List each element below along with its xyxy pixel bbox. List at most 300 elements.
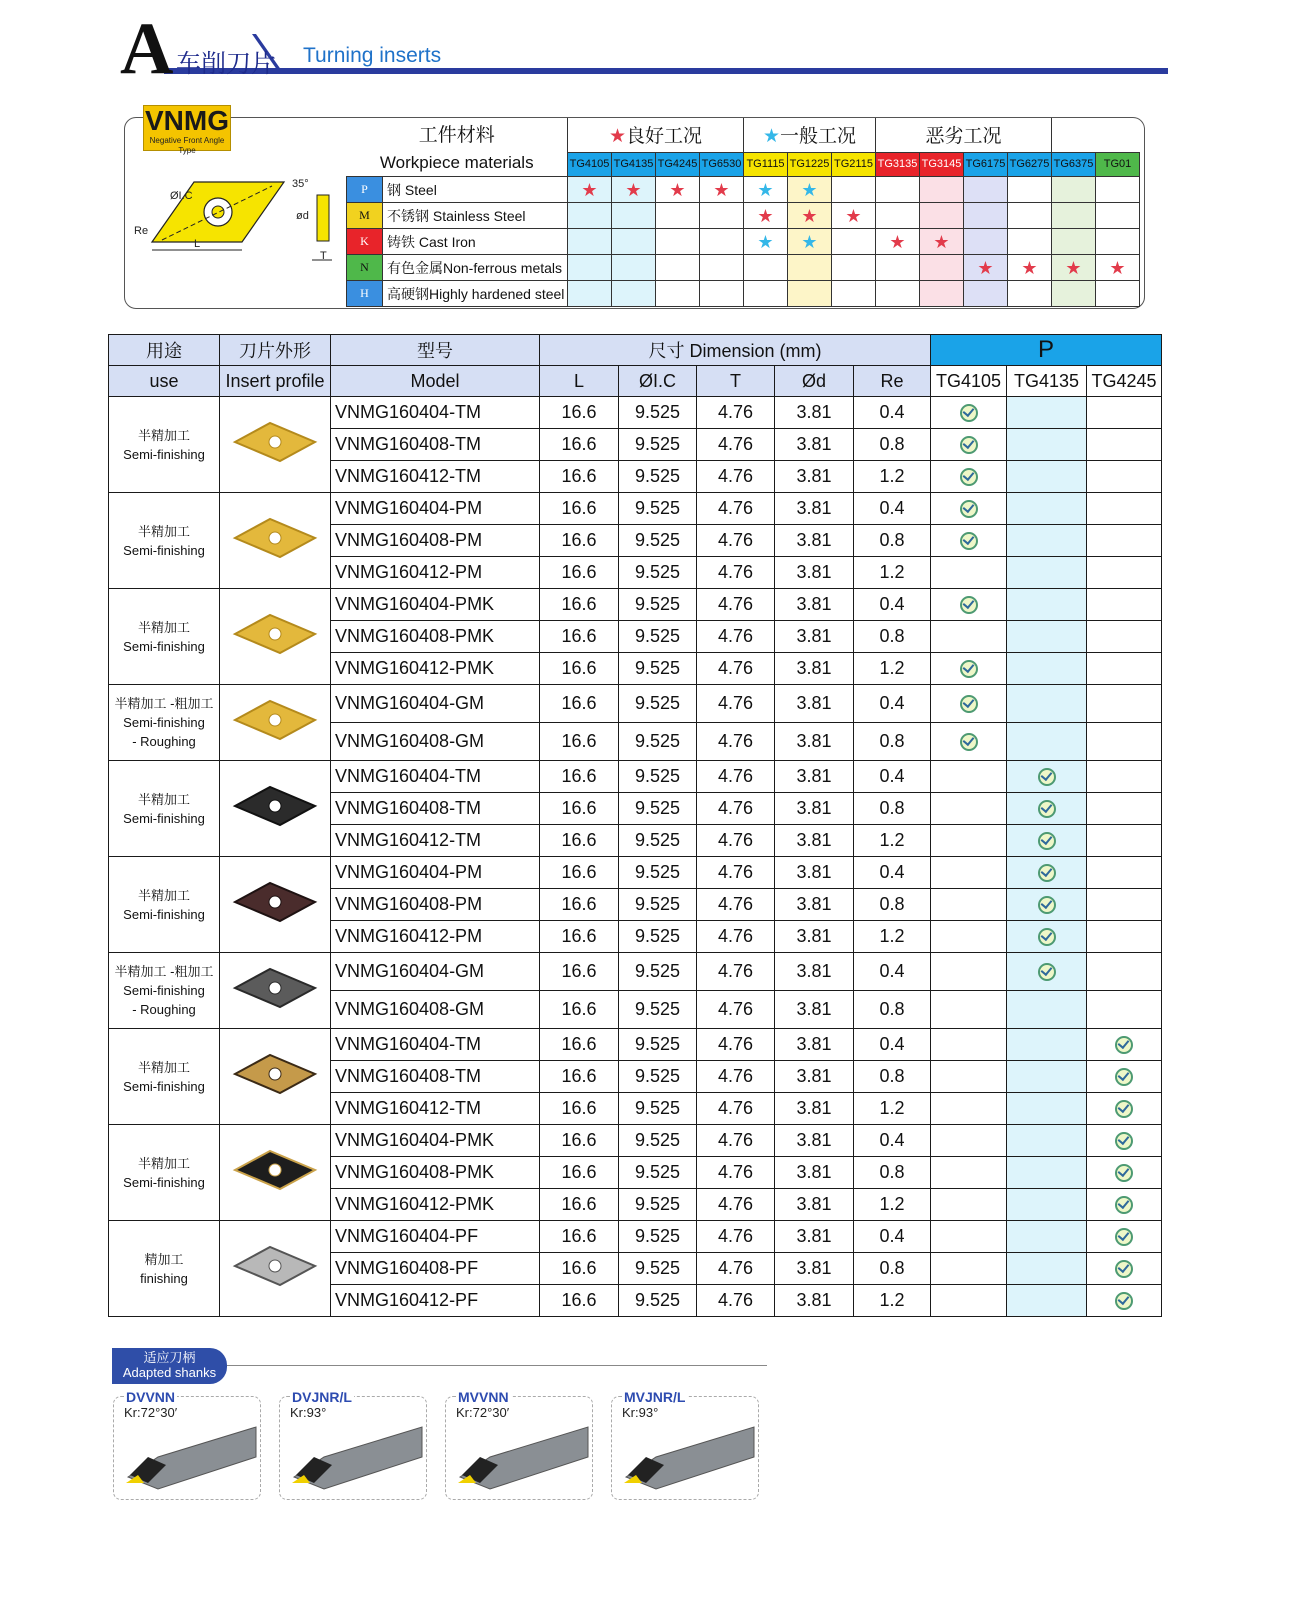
grade-availability-cell	[1007, 921, 1087, 953]
grade-cell	[612, 255, 656, 281]
cyan-star-icon: ★	[801, 231, 818, 252]
grade-availability-cell	[1007, 825, 1087, 857]
general-label: 一般工况	[780, 126, 857, 148]
red-star-icon: ★	[625, 179, 642, 200]
grade-cell	[612, 203, 656, 229]
table-row	[109, 685, 1162, 723]
grade-availability-cell	[931, 397, 1007, 429]
check-icon	[960, 404, 978, 422]
d-cell: 3.81	[775, 1157, 854, 1189]
l-cell: 16.6	[540, 1093, 619, 1125]
check-icon	[960, 500, 978, 518]
grade-availability-cell	[1007, 953, 1087, 991]
red-star-icon: ★	[669, 179, 686, 200]
red-star-icon: ★	[608, 126, 627, 148]
insert-image	[230, 609, 320, 659]
ic-cell: 9.525	[619, 1253, 697, 1285]
use-en: Semi-finishing	[123, 1174, 205, 1190]
d-cell: 3.81	[775, 1093, 854, 1125]
d-cell: 3.81	[775, 1061, 854, 1093]
material-code: N	[347, 255, 383, 281]
grade-cell	[1008, 255, 1052, 281]
t-cell: 4.76	[697, 1221, 775, 1253]
l-cell: 16.6	[540, 825, 619, 857]
grade-cell	[656, 229, 700, 255]
check-icon	[1038, 928, 1056, 946]
model-cell: VNMG160412-TM	[331, 825, 540, 857]
l-cell: 16.6	[540, 461, 619, 493]
t-cell: 4.76	[697, 685, 775, 723]
use-cn: 半精加工	[137, 523, 190, 539]
use-cell	[109, 1125, 220, 1221]
use-en: Semi-finishing	[123, 638, 205, 654]
grade-availability-cell	[1007, 723, 1087, 761]
d-cell: 3.81	[775, 991, 854, 1029]
re-cell: 0.8	[854, 1157, 931, 1189]
t-cell: 4.76	[697, 525, 775, 557]
grade-availability-cell	[1007, 1253, 1087, 1285]
shank-image	[450, 1417, 590, 1497]
l-cell: 16.6	[540, 1125, 619, 1157]
check-icon	[1038, 896, 1056, 914]
dim-header: Re	[854, 366, 931, 397]
grade-availability-cell	[1087, 525, 1162, 557]
grade-availability-cell	[1007, 557, 1087, 589]
use-en: Semi-finishing	[123, 983, 205, 998]
ic-cell: 9.525	[619, 557, 697, 589]
shank-card	[113, 1389, 261, 1500]
grade-availability-cell	[931, 889, 1007, 921]
use-cn: 精加工	[144, 1251, 184, 1267]
t-cell: 4.76	[697, 991, 775, 1029]
grade-availability-cell	[931, 1189, 1007, 1221]
table-row	[109, 1125, 1162, 1157]
grade-availability-cell	[1087, 1157, 1162, 1189]
l-cell: 16.6	[540, 793, 619, 825]
shank-name: DVJNR/L	[292, 1389, 352, 1405]
grade-availability-cell	[1007, 1157, 1087, 1189]
insert-hole	[269, 714, 281, 726]
l-cell: 16.6	[540, 1029, 619, 1061]
insert-hole	[269, 628, 281, 640]
ic-cell: 9.525	[619, 921, 697, 953]
use-cn: 半精加工 -粗加工	[114, 964, 214, 979]
insert-image	[230, 1241, 320, 1291]
check-icon	[1115, 1196, 1133, 1214]
grade-availability-cell	[931, 1285, 1007, 1317]
shank-kr: Kr:72°30′	[456, 1405, 510, 1420]
ic-cell: 9.525	[619, 991, 697, 1029]
grade-cell	[788, 255, 832, 281]
grade-availability-cell	[1087, 761, 1162, 793]
grade-code: TG6530	[700, 152, 744, 176]
grade-cell	[964, 229, 1008, 255]
material-name: 高硬钢Highly hardened steel	[383, 281, 568, 307]
ic-cell: 9.525	[619, 1221, 697, 1253]
use-header-en: use	[109, 366, 220, 397]
red-star-icon: ★	[977, 257, 994, 278]
t-cell: 4.76	[697, 557, 775, 589]
model-cell: VNMG160404-TM	[331, 761, 540, 793]
t-cell: 4.76	[697, 1189, 775, 1221]
material-code: P	[347, 177, 383, 203]
grade-cell	[1052, 255, 1096, 281]
grade-availability-cell	[931, 723, 1007, 761]
use-cn: 半精加工	[137, 887, 190, 903]
ic-cell: 9.525	[619, 461, 697, 493]
d-cell: 3.81	[775, 493, 854, 525]
shank-card	[445, 1389, 593, 1500]
red-star-icon: ★	[933, 231, 950, 252]
grade-availability-cell	[931, 1061, 1007, 1093]
check-icon	[960, 532, 978, 550]
grade-availability-cell	[1087, 621, 1162, 653]
grade-availability-cell	[1007, 1093, 1087, 1125]
ic-cell: 9.525	[619, 1125, 697, 1157]
use-en: Semi-finishing	[123, 810, 205, 826]
model-cell: VNMG160404-PMK	[331, 1125, 540, 1157]
t-cell: 4.76	[697, 397, 775, 429]
re-cell: 1.2	[854, 1093, 931, 1125]
grade-cell	[1008, 177, 1052, 203]
red-star-icon: ★	[1109, 257, 1126, 278]
model-cell: VNMG160412-TM	[331, 461, 540, 493]
l-cell: 16.6	[540, 921, 619, 953]
dimension-header: 尺寸 Dimension (mm)	[540, 335, 931, 366]
grade-availability-cell	[1087, 889, 1162, 921]
label-ic: ØI.C	[170, 190, 193, 202]
use-cell	[109, 493, 220, 589]
check-icon	[1038, 864, 1056, 882]
table-row	[109, 953, 1162, 991]
grade-availability-cell	[1007, 525, 1087, 557]
grade-cell	[656, 255, 700, 281]
grade-availability-cell	[1087, 1093, 1162, 1125]
grade-cell	[700, 229, 744, 255]
material-name: 铸铁 Cast Iron	[383, 229, 568, 255]
grade-availability-cell	[931, 621, 1007, 653]
grade-code: TG4135	[612, 152, 656, 176]
grade-title-row	[347, 118, 1140, 152]
ic-cell: 9.525	[619, 653, 697, 685]
p-header: P	[931, 335, 1162, 366]
use-cell	[109, 761, 220, 857]
use-cell	[109, 1221, 220, 1317]
insert-profile-cell	[220, 761, 331, 857]
grade-cell	[920, 255, 964, 281]
grade-cell	[1096, 255, 1140, 281]
re-cell: 0.4	[854, 761, 931, 793]
l-cell: 16.6	[540, 525, 619, 557]
l-cell: 16.6	[540, 1061, 619, 1093]
insert-hole	[269, 1260, 281, 1272]
model-cell: VNMG160408-PMK	[331, 621, 540, 653]
grade-availability-cell	[1087, 723, 1162, 761]
use-en-2: - Roughing	[132, 1002, 196, 1017]
grade-cell	[656, 177, 700, 203]
check-icon	[1038, 963, 1056, 981]
grade-availability-cell	[1087, 1221, 1162, 1253]
adapted-shanks	[112, 1348, 772, 1508]
insert-profile-cell	[220, 1221, 331, 1317]
ic-cell: 9.525	[619, 1157, 697, 1189]
grade-availability-cell	[1007, 1061, 1087, 1093]
d-cell: 3.81	[775, 825, 854, 857]
label-l: L	[194, 238, 201, 250]
d-cell: 3.81	[775, 793, 854, 825]
grade-cell	[1052, 229, 1096, 255]
model-cell: VNMG160404-TM	[331, 397, 540, 429]
grade-availability-cell	[931, 793, 1007, 825]
t-cell: 4.76	[697, 589, 775, 621]
grade-header: TG4245	[1087, 366, 1162, 397]
cyan-star-icon: ★	[762, 126, 781, 148]
l-cell: 16.6	[540, 761, 619, 793]
grade-cell	[788, 229, 832, 255]
check-icon	[960, 468, 978, 486]
grade-availability-cell	[1087, 557, 1162, 589]
l-cell: 16.6	[540, 397, 619, 429]
d-cell: 3.81	[775, 461, 854, 493]
red-star-icon: ★	[845, 205, 862, 226]
page-header	[120, 8, 1170, 90]
label-t: T	[320, 250, 327, 262]
workpiece-cn: 工件材料	[418, 125, 495, 146]
header-row-2	[109, 366, 1162, 397]
check-icon	[1038, 832, 1056, 850]
grade-availability-cell	[1007, 1189, 1087, 1221]
ic-cell: 9.525	[619, 1093, 697, 1125]
table-row	[109, 761, 1162, 793]
re-cell: 0.4	[854, 857, 931, 889]
insert-hole	[269, 800, 281, 812]
cyan-star-icon: ★	[757, 231, 774, 252]
grade-cell	[1096, 203, 1140, 229]
l-cell: 16.6	[540, 653, 619, 685]
grade-cell	[656, 281, 700, 307]
dim-header: ØI.C	[619, 366, 697, 397]
l-cell: 16.6	[540, 991, 619, 1029]
header-band	[164, 68, 1168, 74]
l-cell: 16.6	[540, 953, 619, 991]
model-cell: VNMG160408-PM	[331, 525, 540, 557]
shank-image	[118, 1417, 258, 1497]
d-cell: 3.81	[775, 557, 854, 589]
l-cell: 16.6	[540, 429, 619, 461]
grade-cell	[1008, 281, 1052, 307]
t-cell: 4.76	[697, 429, 775, 461]
grade-cell	[612, 177, 656, 203]
shank-name: DVVNN	[126, 1389, 176, 1405]
product-rows	[109, 397, 1162, 1317]
shank-name: MVJNR/L	[624, 1389, 686, 1405]
label-d: ød	[296, 210, 309, 222]
l-cell: 16.6	[540, 1221, 619, 1253]
shank-image	[284, 1417, 424, 1497]
grade-cell	[744, 229, 788, 255]
model-header-cn: 型号	[331, 335, 540, 366]
grade-availability-cell	[1007, 397, 1087, 429]
t-cell: 4.76	[697, 761, 775, 793]
grade-cell	[568, 255, 612, 281]
t-cell: 4.76	[697, 1253, 775, 1285]
red-star-icon: ★	[1065, 257, 1082, 278]
grade-cell	[788, 177, 832, 203]
re-cell: 0.8	[854, 1253, 931, 1285]
grade-cell	[612, 281, 656, 307]
table-row	[109, 589, 1162, 621]
use-en: Semi-finishing	[123, 542, 205, 558]
insert-profile-cell	[220, 953, 331, 1029]
grade-cell	[964, 177, 1008, 203]
grade-availability-cell	[1007, 621, 1087, 653]
grade-cell	[1096, 229, 1140, 255]
grade-cell	[876, 229, 920, 255]
grade-availability-cell	[1087, 991, 1162, 1029]
model-cell: VNMG160408-PMK	[331, 1157, 540, 1189]
grade-availability-cell	[1007, 589, 1087, 621]
d-cell: 3.81	[775, 1221, 854, 1253]
grade-cell	[964, 203, 1008, 229]
model-cell: VNMG160404-PM	[331, 857, 540, 889]
t-cell: 4.76	[697, 653, 775, 685]
grade-availability-cell	[1087, 1285, 1162, 1317]
re-cell: 1.2	[854, 1285, 931, 1317]
red-star-icon: ★	[889, 231, 906, 252]
re-cell: 0.4	[854, 953, 931, 991]
grade-cell	[832, 177, 876, 203]
grade-cell	[1052, 177, 1096, 203]
grade-cell	[832, 281, 876, 307]
insert-image	[230, 695, 320, 745]
model-cell: VNMG160412-PMK	[331, 653, 540, 685]
t-cell: 4.76	[697, 825, 775, 857]
grade-cell	[920, 177, 964, 203]
material-row	[347, 177, 1140, 203]
product-table	[108, 334, 1162, 1317]
re-cell: 0.8	[854, 889, 931, 921]
d-cell: 3.81	[775, 1285, 854, 1317]
grade-availability-cell	[1087, 461, 1162, 493]
re-cell: 0.8	[854, 991, 931, 1029]
model-cell: VNMG160412-PM	[331, 557, 540, 589]
insert-badge	[143, 105, 231, 155]
ic-cell: 9.525	[619, 761, 697, 793]
grade-availability-cell	[931, 1221, 1007, 1253]
l-cell: 16.6	[540, 1285, 619, 1317]
grade-cell	[1052, 281, 1096, 307]
grade-cell	[568, 177, 612, 203]
material-code: H	[347, 281, 383, 307]
use-header-cn: 用途	[109, 335, 220, 366]
use-en-2: - Roughing	[132, 734, 196, 749]
d-cell: 3.81	[775, 653, 854, 685]
check-icon	[1115, 1132, 1133, 1150]
use-en: Semi-finishing	[123, 906, 205, 922]
grade-cell	[920, 229, 964, 255]
shank-kr: Kr:72°30′	[124, 1405, 178, 1420]
insert-name: VNMG	[145, 105, 229, 136]
insert-profile-cell	[220, 397, 331, 493]
table-row	[109, 1221, 1162, 1253]
d-cell: 3.81	[775, 761, 854, 793]
ic-cell: 9.525	[619, 953, 697, 991]
material-row	[347, 203, 1140, 229]
grade-cell	[656, 203, 700, 229]
re-cell: 0.4	[854, 397, 931, 429]
grade-availability-cell	[1007, 493, 1087, 525]
grade-availability-cell	[931, 525, 1007, 557]
grade-cell	[1008, 229, 1052, 255]
model-cell: VNMG160404-GM	[331, 685, 540, 723]
material-name: 钢 Steel	[383, 177, 568, 203]
l-cell: 16.6	[540, 1253, 619, 1285]
insert-profile-cell	[220, 685, 331, 761]
model-cell: VNMG160412-PM	[331, 921, 540, 953]
use-cell	[109, 857, 220, 953]
side-view	[317, 195, 329, 241]
ic-cell: 9.525	[619, 397, 697, 429]
label-angle: 35°	[292, 178, 309, 190]
d-cell: 3.81	[775, 1189, 854, 1221]
ic-cell: 9.525	[619, 1061, 697, 1093]
insert-image	[230, 513, 320, 563]
grade-availability-cell	[931, 429, 1007, 461]
ic-cell: 9.525	[619, 825, 697, 857]
grade-availability-cell	[1087, 1253, 1162, 1285]
material-row	[347, 281, 1140, 307]
t-cell: 4.76	[697, 1061, 775, 1093]
model-cell: VNMG160412-PF	[331, 1285, 540, 1317]
insert-profile-cell	[220, 589, 331, 685]
grade-availability-cell	[1007, 793, 1087, 825]
ic-cell: 9.525	[619, 1189, 697, 1221]
grade-header: TG4135	[1007, 366, 1087, 397]
dim-header: L	[540, 366, 619, 397]
grade-availability-cell	[931, 921, 1007, 953]
insert-profile-cell	[220, 1029, 331, 1125]
material-row	[347, 229, 1140, 255]
grade-cell	[568, 203, 612, 229]
grade-cell	[744, 177, 788, 203]
red-star-icon: ★	[581, 179, 598, 200]
insert-image	[230, 1049, 320, 1099]
re-cell: 0.8	[854, 723, 931, 761]
grade-availability-cell	[931, 461, 1007, 493]
d-cell: 3.81	[775, 1125, 854, 1157]
check-icon	[960, 695, 978, 713]
header-row-1	[109, 335, 1162, 366]
re-cell: 0.8	[854, 793, 931, 825]
insert-diagram-svg	[132, 170, 342, 270]
t-cell: 4.76	[697, 1125, 775, 1157]
grade-code: TG3135	[876, 152, 920, 176]
check-icon	[1038, 768, 1056, 786]
ic-cell: 9.525	[619, 429, 697, 461]
t-cell: 4.76	[697, 953, 775, 991]
check-icon	[1038, 800, 1056, 818]
re-cell: 1.2	[854, 557, 931, 589]
grade-cell	[568, 281, 612, 307]
grade-availability-cell	[1007, 653, 1087, 685]
check-icon	[1115, 1260, 1133, 1278]
t-cell: 4.76	[697, 857, 775, 889]
l-cell: 16.6	[540, 493, 619, 525]
grade-cell	[744, 281, 788, 307]
ic-cell: 9.525	[619, 857, 697, 889]
grade-availability-cell	[931, 953, 1007, 991]
grade-availability-cell	[1087, 1029, 1162, 1061]
